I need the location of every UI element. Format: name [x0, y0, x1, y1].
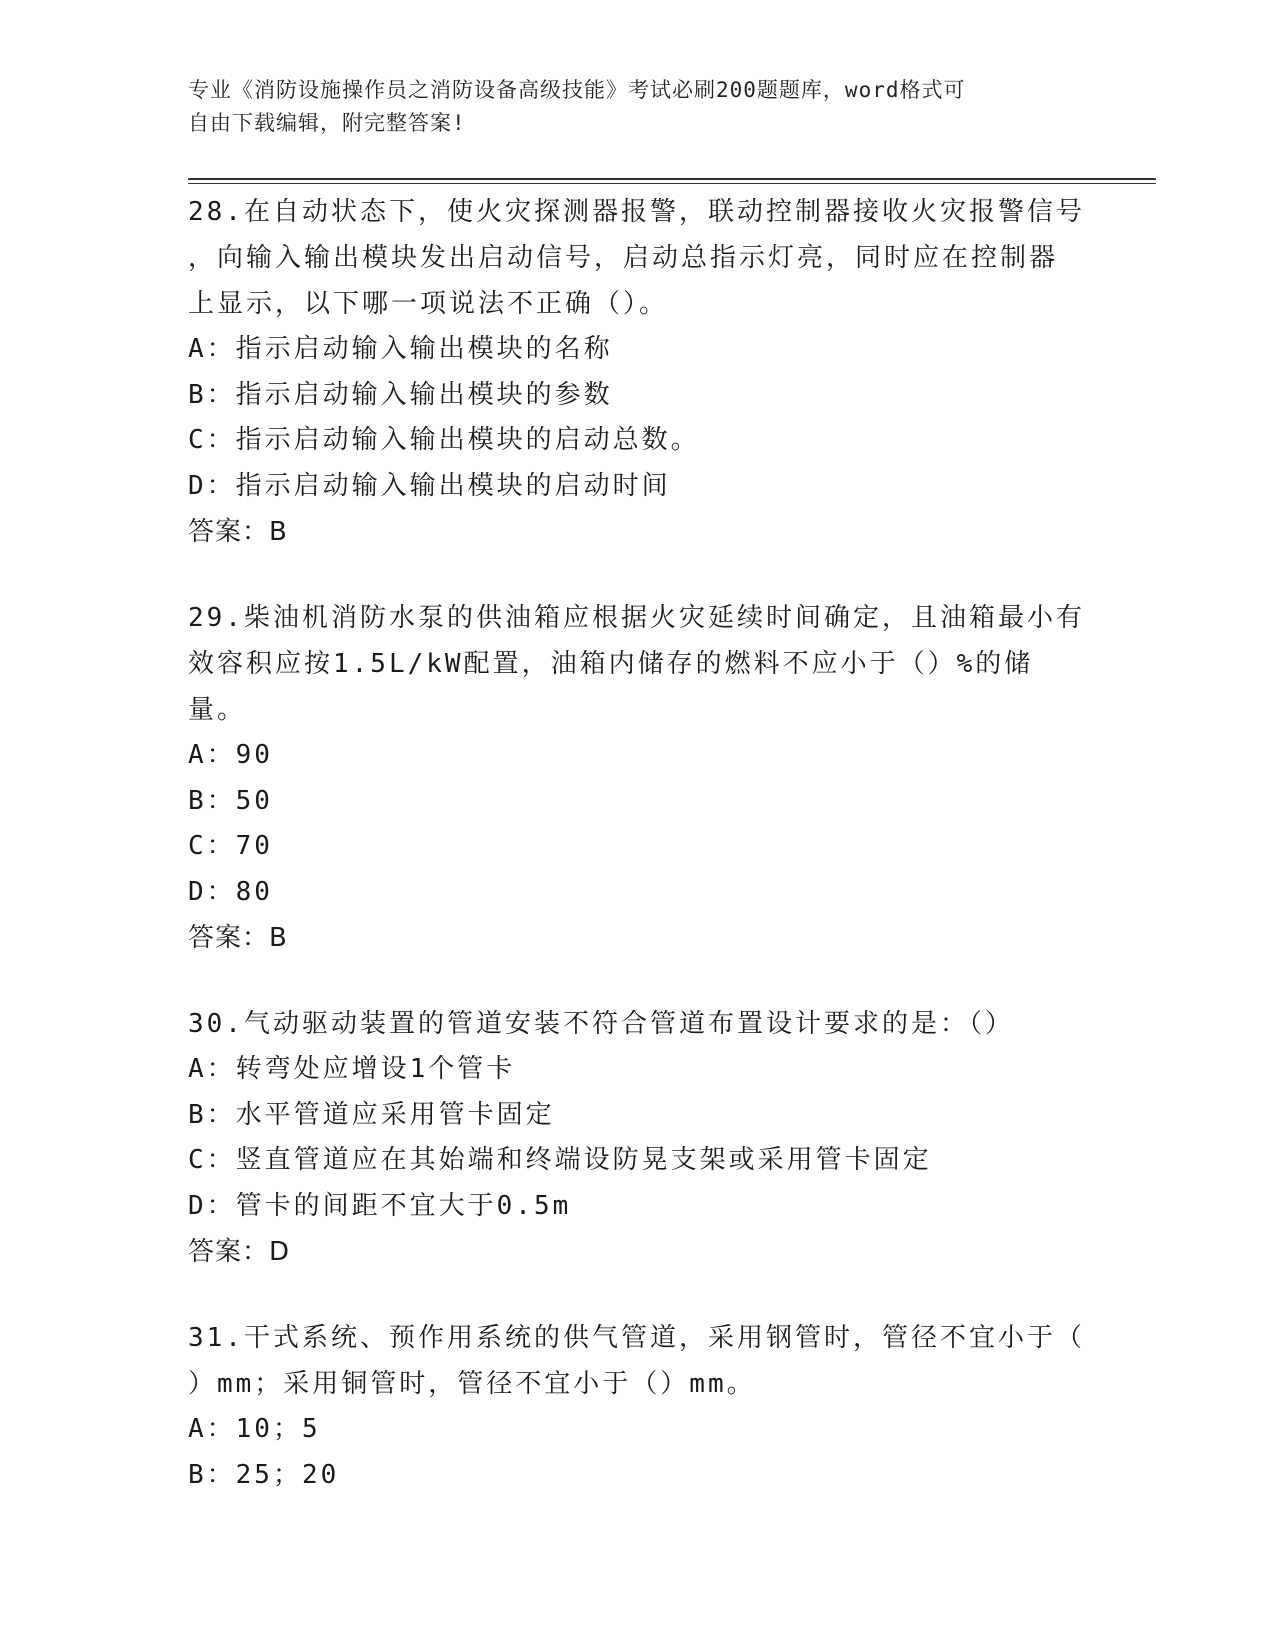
option-b: B：50 — [188, 785, 273, 816]
option-d: D：指示启动输入输出模块的启动时间 — [188, 470, 671, 501]
answer-line: 答案：D — [188, 1237, 291, 1267]
question-stem — [188, 189, 1088, 327]
question-stem — [188, 595, 1088, 733]
stem-line: 上显示，以下哪一项说法不正确（）。 — [188, 289, 669, 319]
document-header — [188, 74, 1088, 140]
option-a: A：90 — [188, 740, 273, 770]
header-line-1: 专业《消防设施操作员之消防设备高级技能》考试必刷200题题库，word格式可 — [188, 78, 966, 102]
option-b: B：水平管道应采用管卡固定 — [188, 1099, 555, 1130]
option-a: A：指示启动输入输出模块的名称 — [188, 334, 613, 364]
stem-line: ，向输入输出模块发出启动信号，启动总指示灯亮，同时应在控制器 — [188, 243, 1059, 273]
stem-line: 30.气动驱动装置的管道安装不符合管道布置设计要求的是：（） — [188, 1009, 1014, 1039]
stem-line: 效容积应按1.5L/kW配置，油箱内储存的燃料不应小于（）%的储量。 — [188, 649, 1034, 725]
question-29 — [188, 595, 1088, 961]
header-line-2: 自由下载编辑，附完整答案! — [188, 111, 466, 135]
answer-line: 答案：B — [188, 923, 288, 953]
stem-line: 29.柴油机消防水泵的供油箱应根据火灾延续时间确定，且油箱最小有 — [188, 603, 1085, 633]
header-divider-thick — [188, 178, 1156, 180]
question-30 — [188, 1001, 1088, 1275]
question-31 — [188, 1315, 1088, 1498]
option-b: B：25；20 — [188, 1459, 340, 1490]
stem-line: 28.在自动状态下，使火灾探测器报警，联动控制器接收火灾报警信号 — [188, 197, 1085, 227]
question-list — [188, 189, 1088, 1538]
option-d: D：管卡的间距不宜大于0.5m — [188, 1190, 572, 1221]
stem-line: ）mm；采用铜管时，管径不宜小于（）mm。 — [188, 1369, 756, 1399]
option-c: C：70 — [188, 831, 273, 861]
stem-line: 31.干式系统、预作用系统的供气管道，采用钢管时，管径不宜小于（ — [188, 1323, 1085, 1353]
option-d: D：80 — [188, 876, 273, 907]
question-stem — [188, 1001, 1088, 1047]
option-b: B：指示启动输入输出模块的参数 — [188, 379, 613, 410]
option-c: C：指示启动输入输出模块的启动总数。 — [188, 425, 700, 455]
option-a: A：转弯处应增设1个管卡 — [188, 1054, 516, 1084]
header-divider-thin — [188, 183, 1156, 184]
option-a: A：10；5 — [188, 1414, 321, 1444]
question-28 — [188, 189, 1088, 555]
answer-line: 答案：B — [188, 517, 288, 547]
question-stem — [188, 1315, 1088, 1407]
option-c: C：竖直管道应在其始端和终端设防晃支架或采用管卡固定 — [188, 1145, 932, 1175]
